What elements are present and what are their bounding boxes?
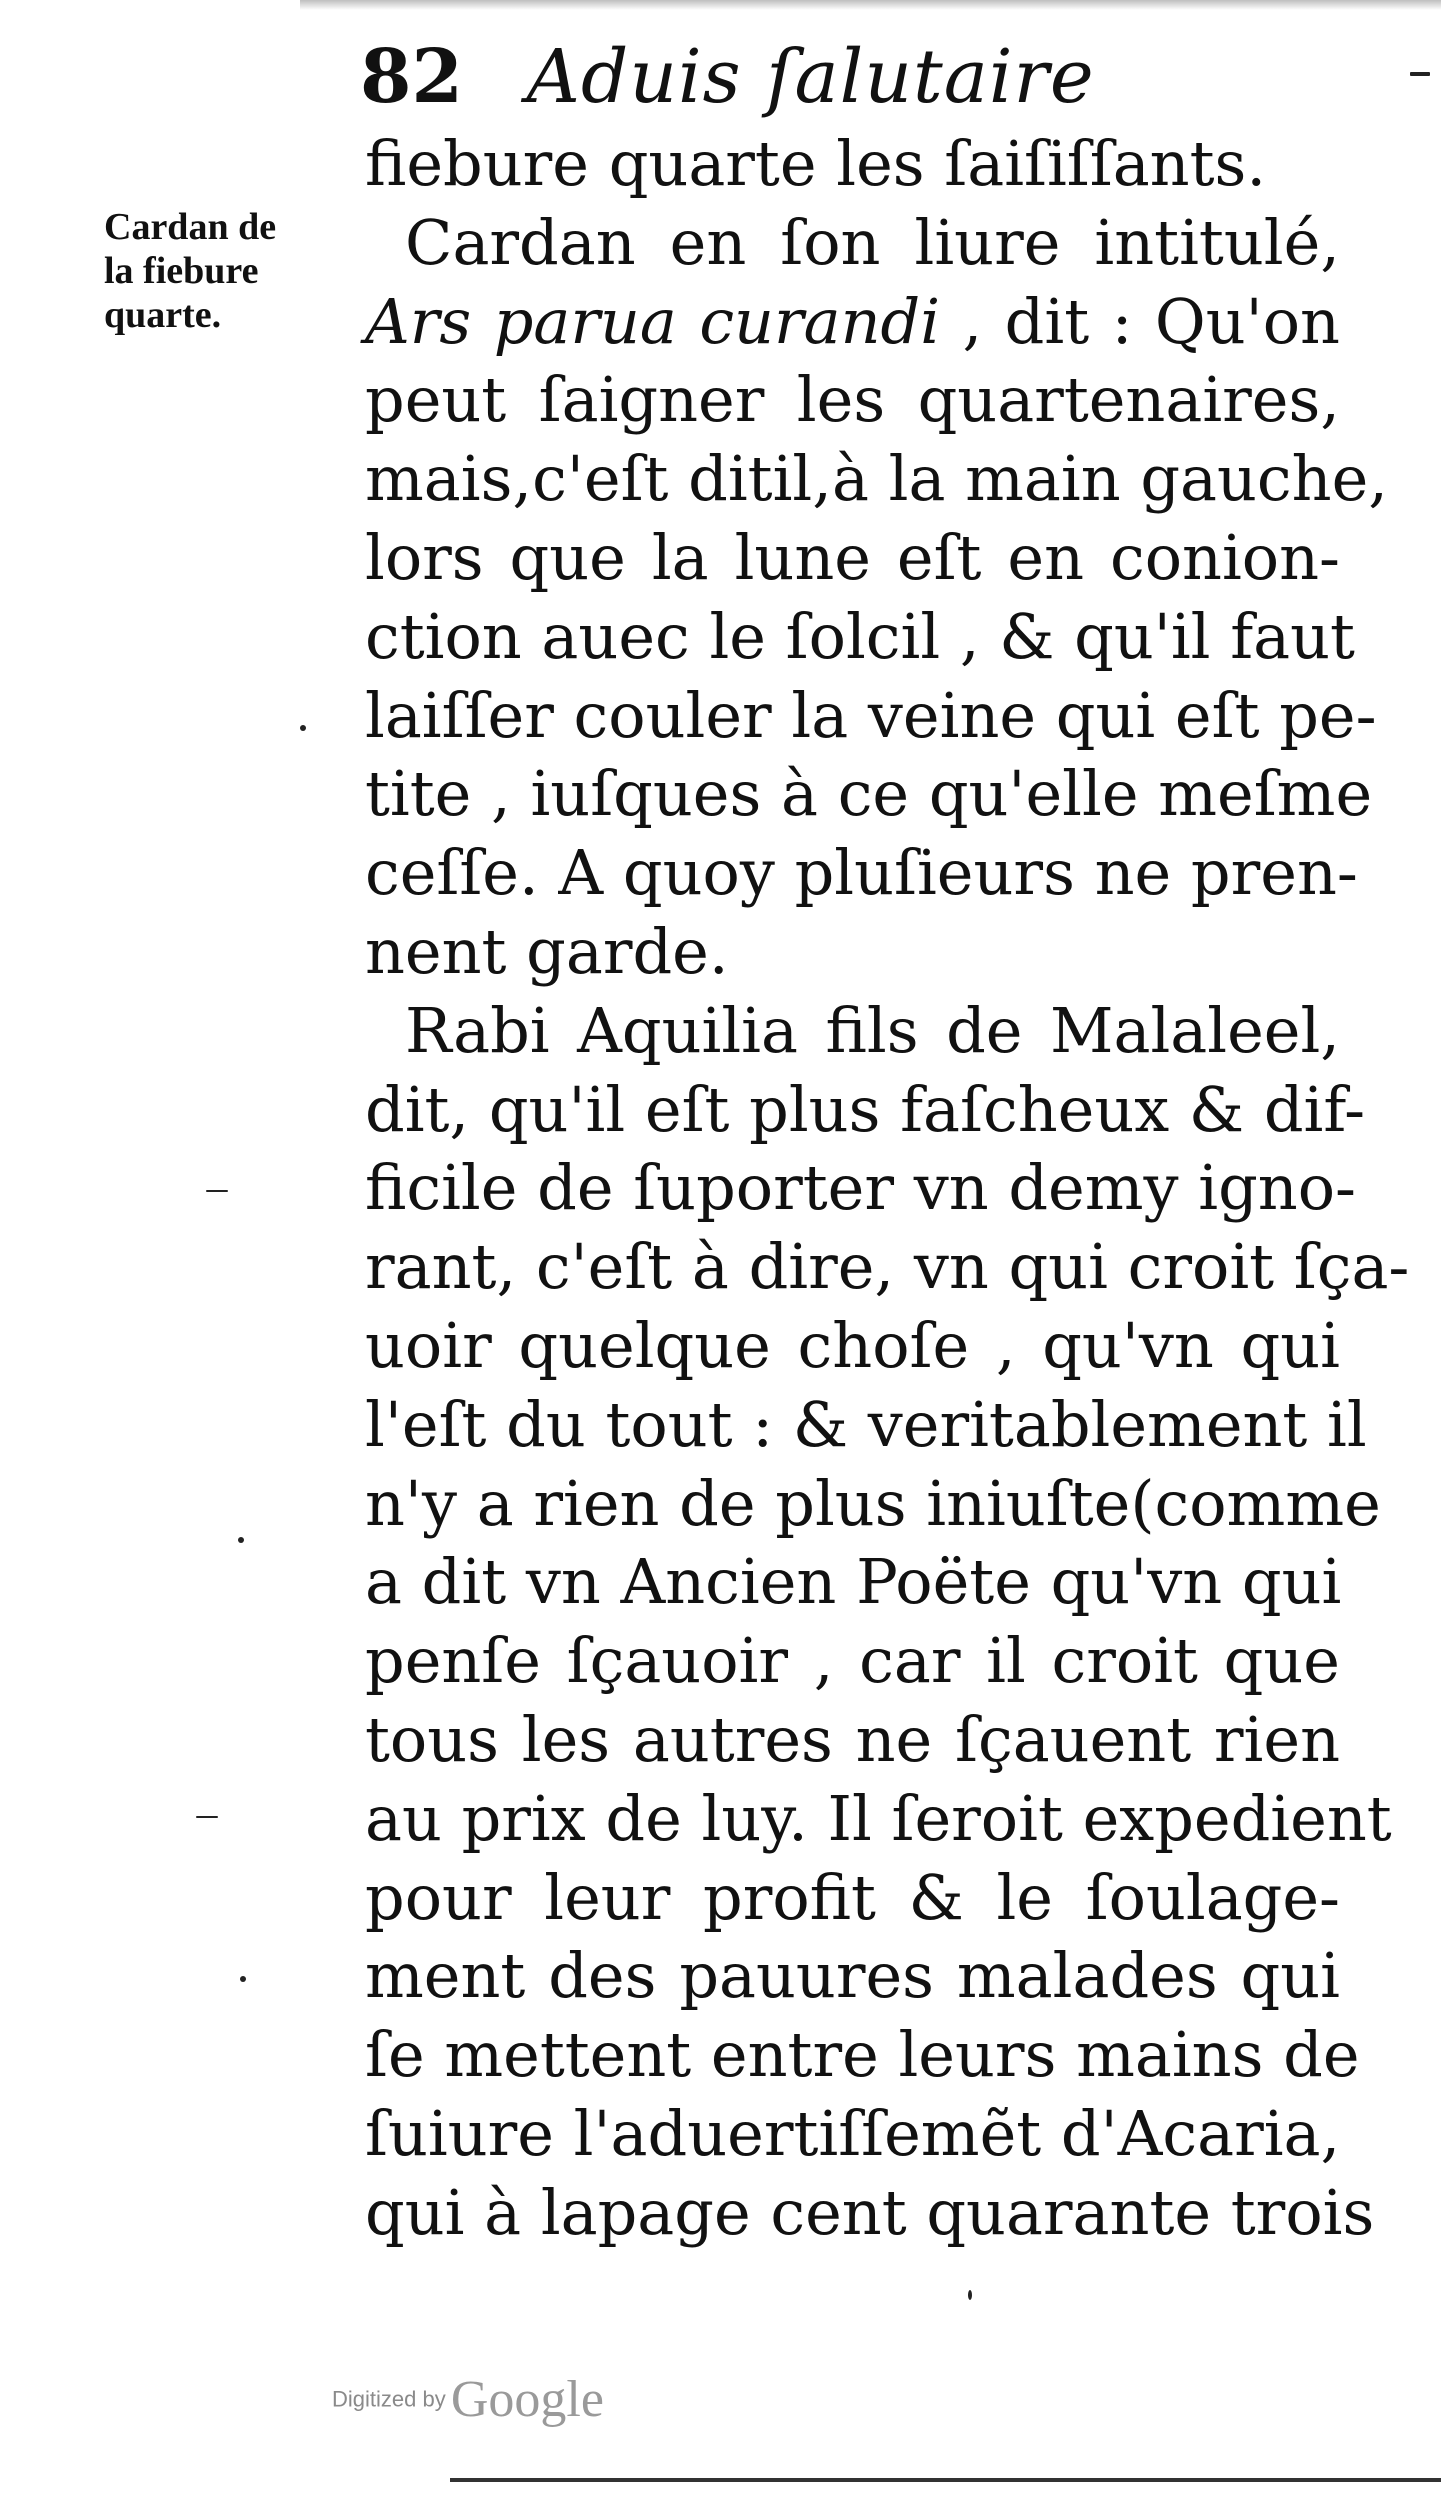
text-line: ction auec le ſolcil , & qu'il faut (365, 599, 1355, 673)
text-line: laiſſer couler la veine qui eſt pe- (365, 678, 1377, 752)
text-line: dit, qu'il eſt plus faſcheux & dif- (365, 1072, 1366, 1146)
print-speck (206, 1190, 228, 1192)
paragraph-start-line: Rabi Aquilia fils de Malaleel, (405, 993, 1340, 1067)
body-text (365, 125, 1410, 2253)
text-line: peut ſaigner les quartenaires, (365, 363, 1340, 437)
text-line: lors que la lune eſt en conion- (365, 520, 1340, 594)
margin-note-line: Cardan de (104, 206, 277, 248)
print-speck (300, 725, 306, 731)
text-line: nent garde. (365, 914, 729, 988)
margin-note-line: quarte. (104, 294, 222, 336)
text-line: ſuiure l'aduertiſſemẽt d'Acaria, (365, 2096, 1341, 2170)
print-speck (240, 1976, 246, 1982)
text-line: rant, c'eſt à dire, vn qui croit ſça- (365, 1230, 1410, 1304)
text-line: n'y a rien de plus iniuſte(comme (365, 1466, 1381, 1540)
margin-note (104, 205, 344, 337)
page-top-edge (300, 0, 1441, 10)
text-line: Ars parua curandi , dit : Qu'on (365, 284, 1340, 358)
text-line: au prix de luy. Il ſeroit expedient (365, 1781, 1392, 1855)
text-line: fiebure quarte les ſaiſiſſants. (365, 127, 1267, 200)
print-speck (1410, 72, 1430, 76)
running-title: Aduis ſalutaire (526, 34, 1095, 120)
text-line: mais,c'eſt ditil,à la main gauche, (365, 442, 1388, 516)
text-line: tite , iuſques à ce qu'elle meſme (365, 757, 1373, 831)
text-line: penſe ſçauoir , car il croit que (365, 1624, 1340, 1698)
paragraph-start-line: Cardan en ſon liure intitulé, (405, 205, 1340, 279)
text-line: ficile de ſuporter vn demy igno- (365, 1151, 1357, 1225)
digitization-footer (332, 2370, 604, 2430)
text-line: qui à lapage cent quarante trois (365, 2175, 1375, 2249)
text-line: ceſſe. A quoy pluſieurs ne pren- (365, 836, 1358, 910)
text-line: pour leur profit & le ſoulage- (365, 1860, 1340, 1934)
margin-note-line: la fiebure (104, 250, 259, 292)
text-line: a dit vn Ancien Poëte qu'vn qui (365, 1545, 1342, 1619)
print-speck (196, 1816, 218, 1818)
text-line: ment des pauures malades qui (365, 1939, 1340, 2013)
digitized-by-label: Digitized by (332, 2386, 446, 2412)
latin-title: Ars parua curandi (365, 284, 941, 358)
running-header (360, 22, 1360, 132)
page-bottom-edge (450, 2478, 1441, 2482)
text-line: tous les autres ne ſçauent rien (365, 1702, 1340, 1776)
text-line: l'eſt du tout : & veritablement il (365, 1387, 1367, 1461)
text-line: ſe mettent entre leurs mains de (365, 2018, 1360, 2092)
print-speck (238, 1537, 244, 1543)
text-line: uoir quelque choſe , qu'vn qui (365, 1308, 1340, 1382)
google-logo: Google (450, 2371, 604, 2428)
print-speck (968, 2290, 972, 2300)
page-number: 82 (360, 34, 463, 120)
